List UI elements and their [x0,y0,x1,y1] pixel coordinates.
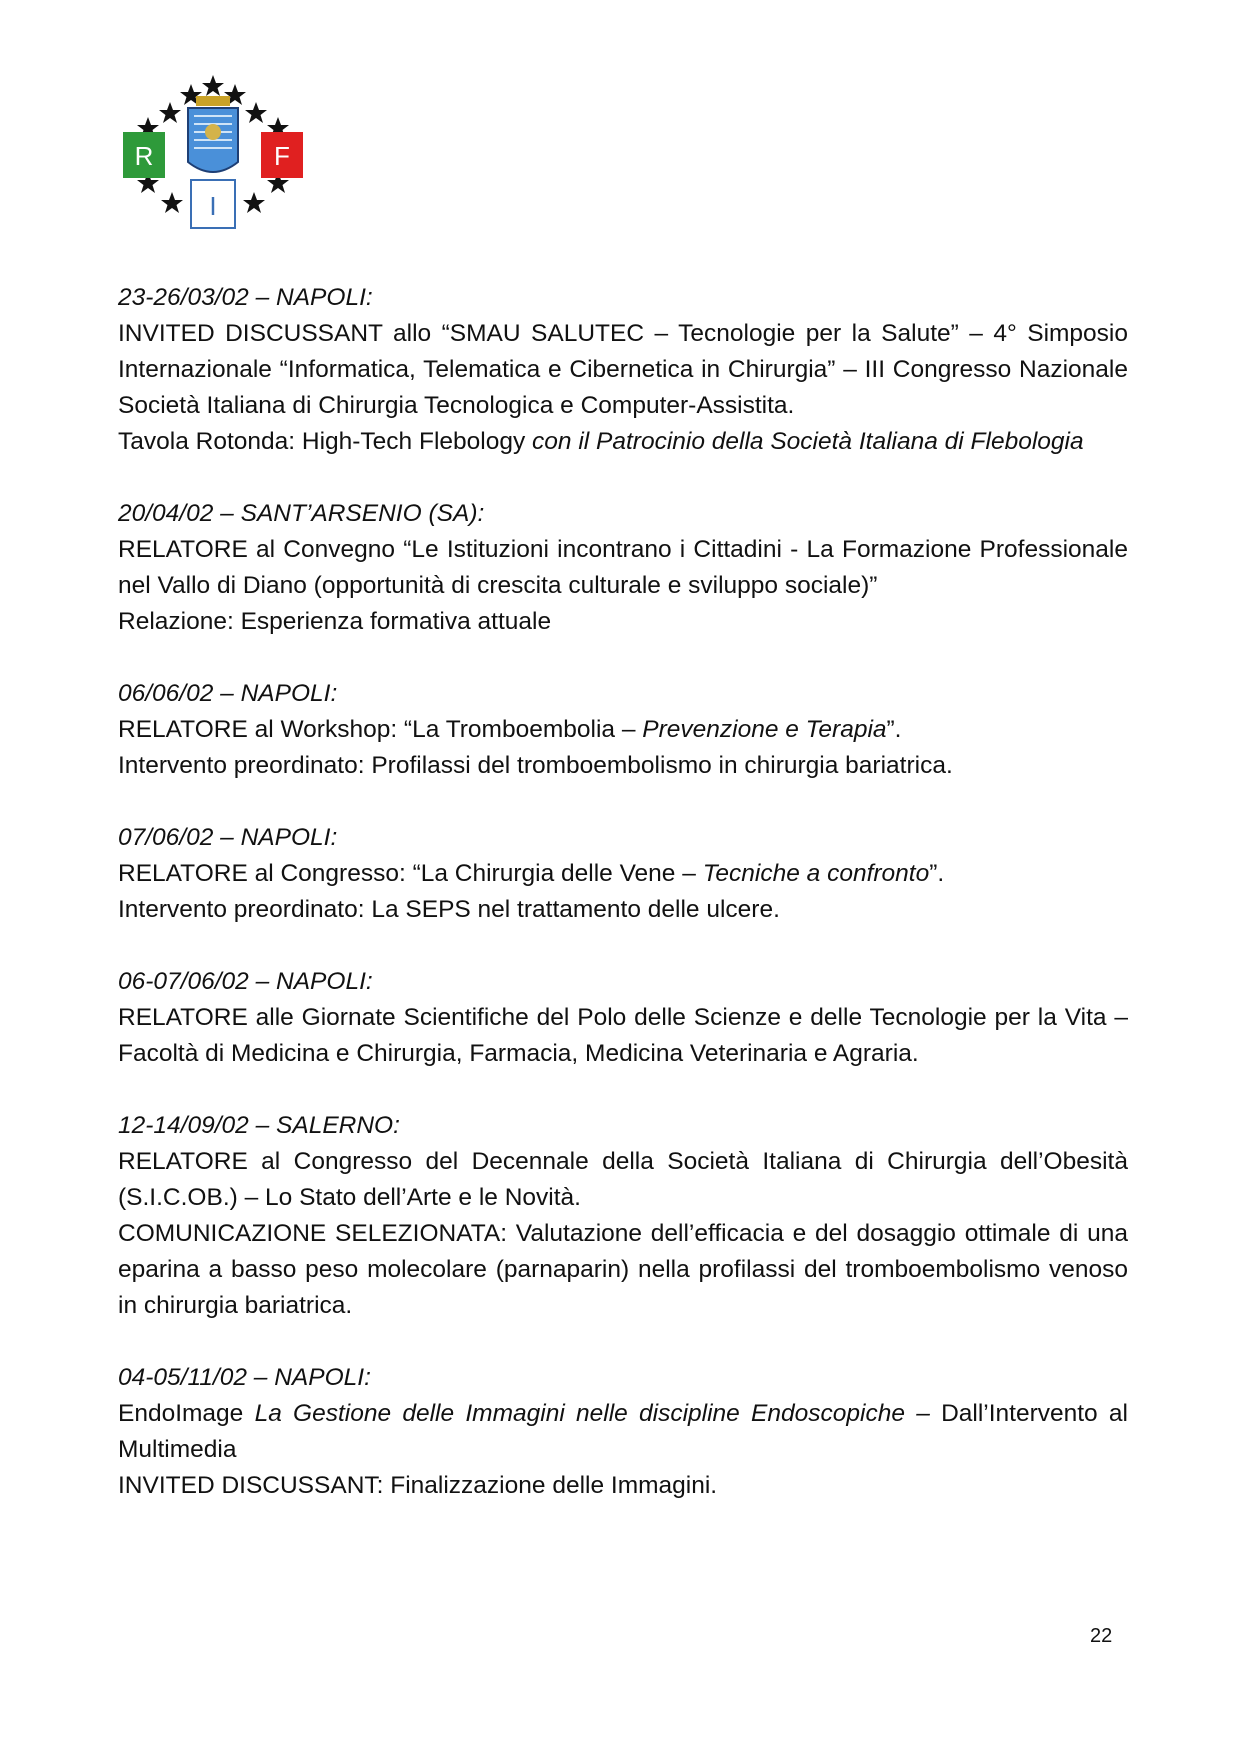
line-italic: Prevenzione e Terapia [642,716,887,743]
logo-letter-r: R [134,141,154,171]
tavola-italic: con il Patrocinio della Società Italiana di Flebologia [532,428,1084,455]
entry-text [118,1396,1128,1468]
document-body [118,280,1128,1540]
line-italic: La Gestione delle Immagini nelle discipline Endoscopiche – [254,1400,930,1427]
entry-date: 20/04/02 – SANT’ARSENIO (SA): [118,500,485,527]
entry-2 [118,496,1128,640]
line-italic: Tecniche a confronto [702,860,930,887]
entry-7 [118,1360,1128,1504]
entry-text [118,712,1128,748]
entry-date: 23-26/03/02 – NAPOLI: [118,284,373,311]
rfi-emblem-icon [118,72,308,242]
entry-5 [118,964,1128,1072]
entry-date: 04-05/11/02 – NAPOLI: [118,1364,371,1391]
entry-text: INVITED DISCUSSANT allo “SMAU SALUTEC – Tecnologie per la Salute” – 4° Simposio Internazionale “Informatica, Telematica e Cibernetica in Chirurgia” – III Congresso Nazionale Società Italiana di Chirurgia Tecnologica e Computer-Assistita. [118,320,1128,419]
line-pre: RELATORE al Congresso: “La Chirurgia delle Vene – [118,860,703,887]
entry-text: Intervento preordinato: Profilassi del tromboembolismo in chirurgia bariatrica. [118,752,953,779]
entry-text: Intervento preordinato: La SEPS nel trattamento delle ulcere. [118,896,780,923]
entry-text: Relazione: Esperienza formativa attuale [118,608,552,635]
entry-text: RELATORE al Convegno “Le Istituzioni incontrano i Cittadini - La Formazione Professionale nel Vallo di Diano (opportunità di crescita culturale e sviluppo sociale)” [118,536,1128,599]
entry-text: COMUNICAZIONE SELEZIONATA: Valutazione dell’efficacia e del dosaggio ottimale di una eparina a basso peso molecolare (parnaparin) nella profilassi del tromboembolismo venoso in chirurgia bariatrica. [118,1220,1128,1319]
line-post: ”. [886,716,902,743]
line-post: Dall’Intervento al Multimedia [118,1400,1128,1463]
tavola-label: Tavola Rotonda: High-Tech Flebology [118,428,533,455]
entry-text: INVITED DISCUSSANT: Finalizzazione delle Immagini. [118,1472,718,1499]
entry-3 [118,676,1128,784]
entry-date: 07/06/02 – NAPOLI: [118,824,338,851]
rfi-logo [118,72,308,242]
entry-text [118,424,1128,460]
entry-1 [118,280,1128,460]
logo-letter-f: F [274,141,290,171]
entry-date: 12-14/09/02 – SALERNO: [118,1112,400,1139]
line-post: ”. [929,860,945,887]
entry-text [118,856,1128,892]
line-pre: RELATORE al Workshop: “La Tromboembolia – [118,716,643,743]
line-pre: EndoImage [118,1400,255,1427]
entry-text: RELATORE alle Giornate Scientifiche del Polo delle Scienze e delle Tecnologie per la Vita – Facoltà di Medicina e Chirurgia, Farmacia, Medicina Veterinaria e Agraria. [118,1004,1128,1067]
page-number: 22 [1090,1625,1113,1647]
entry-text: RELATORE al Congresso del Decennale della Società Italiana di Chirurgia dell’Obesità (S.I.C.OB.) – Lo Stato dell’Arte e le Novità. [118,1148,1128,1211]
entry-4 [118,820,1128,928]
entry-date: 06/06/02 – NAPOLI: [118,680,338,707]
entry-date: 06-07/06/02 – NAPOLI: [118,968,373,995]
logo-letter-i: I [209,191,217,221]
entry-6 [118,1108,1128,1324]
